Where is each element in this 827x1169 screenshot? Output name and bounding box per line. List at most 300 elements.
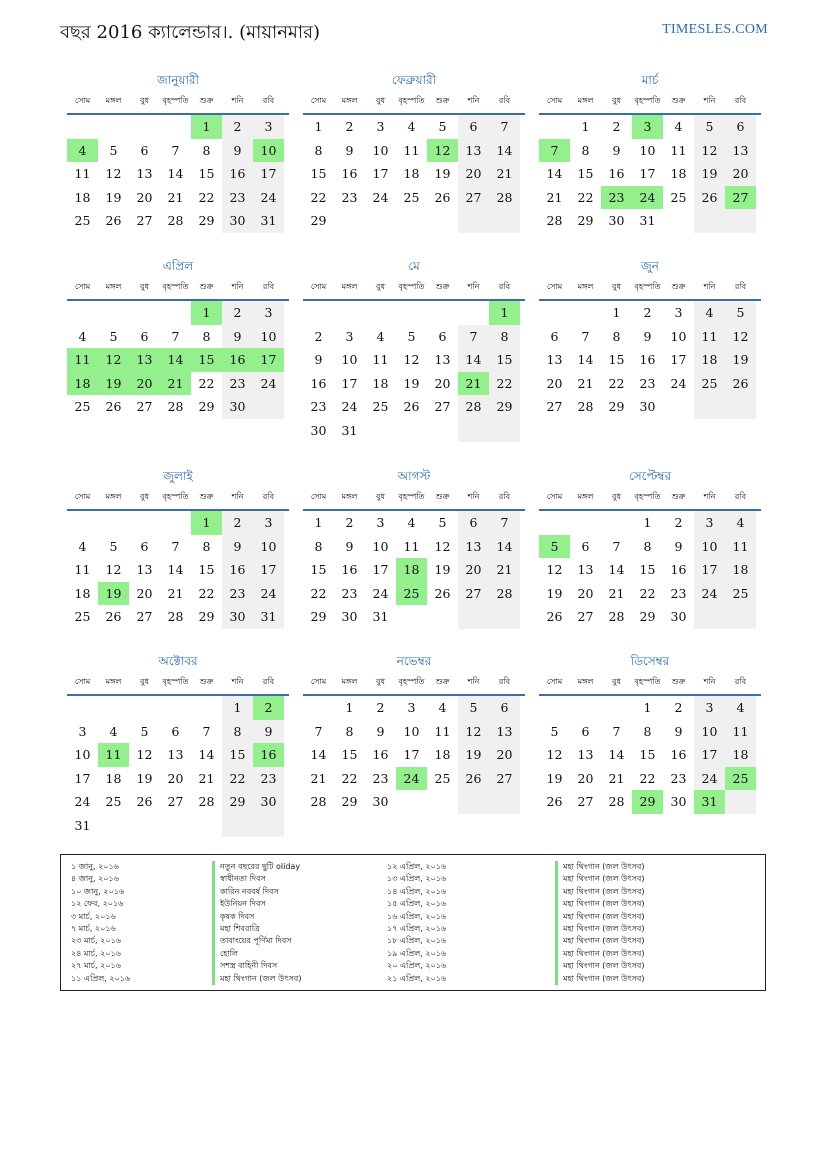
day-cell[interactable]: 6 (550, 328, 559, 344)
day-cell[interactable]: 9 (674, 538, 683, 554)
day-cell[interactable]: 3 (253, 301, 284, 325)
day-cell[interactable]: 10 (253, 535, 284, 559)
day-cell[interactable]: 19 (458, 743, 489, 767)
day-cell[interactable]: 10 (694, 535, 725, 559)
day-cell[interactable]: 22 (489, 372, 520, 396)
day-cell[interactable]: 15 (639, 562, 656, 577)
day-cell[interactable]: 11 (98, 743, 129, 767)
day-cell[interactable]: 12 (458, 720, 489, 744)
day-cell[interactable]: 11 (67, 348, 98, 372)
day-cell[interactable]: 28 (198, 794, 215, 809)
day-cell[interactable]: 19 (725, 348, 756, 372)
day-cell[interactable]: 7 (171, 328, 180, 344)
day-cell[interactable]: 2 (253, 696, 284, 720)
day-cell[interactable]: 3 (674, 305, 683, 320)
day-cell[interactable]: 9 (612, 142, 621, 158)
day-cell[interactable]: 18 (372, 375, 389, 391)
day-cell[interactable]: 21 (167, 189, 184, 205)
day-cell[interactable]: 3 (253, 511, 284, 535)
day-cell[interactable]: 30 (670, 609, 687, 624)
day-cell[interactable]: 14 (546, 166, 563, 181)
day-cell[interactable]: 23 (639, 375, 656, 391)
day-cell[interactable]: 27 (577, 794, 594, 809)
day-cell[interactable]: 11 (670, 142, 687, 158)
day-cell[interactable]: 5 (694, 115, 725, 139)
day-cell[interactable]: 12 (136, 747, 153, 762)
day-cell[interactable]: 2 (674, 515, 683, 530)
day-cell[interactable]: 17 (253, 162, 284, 186)
day-cell[interactable]: 23 (670, 770, 687, 786)
day-cell[interactable]: 5 (109, 142, 118, 158)
day-cell[interactable]: 10 (670, 328, 687, 344)
day-cell[interactable]: 31 (74, 817, 91, 833)
day-cell[interactable]: 19 (403, 375, 420, 391)
day-cell[interactable]: 12 (434, 538, 451, 554)
day-cell[interactable]: 23 (310, 399, 327, 414)
day-cell[interactable]: 9 (314, 352, 323, 367)
day-cell[interactable]: 3 (376, 515, 385, 530)
day-cell[interactable]: 5 (550, 723, 559, 739)
day-cell[interactable]: 25 (74, 399, 91, 414)
day-cell[interactable]: 9 (376, 723, 385, 739)
day-cell[interactable]: 9 (674, 723, 683, 739)
day-cell[interactable]: 9 (643, 328, 652, 344)
day-cell[interactable]: 27 (458, 186, 489, 210)
day-cell[interactable]: 31 (639, 213, 656, 228)
day-cell[interactable]: 20 (136, 189, 153, 205)
day-cell[interactable]: 21 (198, 770, 215, 786)
day-cell[interactable]: 28 (546, 213, 563, 228)
day-cell[interactable]: 23 (222, 186, 253, 210)
day-cell[interactable]: 19 (434, 562, 451, 577)
day-cell[interactable]: 26 (434, 189, 451, 205)
day-cell[interactable]: 30 (253, 790, 284, 814)
day-cell[interactable]: 25 (372, 399, 389, 414)
day-cell[interactable]: 1 (191, 301, 222, 325)
day-cell[interactable]: 22 (608, 375, 625, 391)
day-cell[interactable]: 8 (202, 328, 211, 344)
day-cell[interactable]: 10 (639, 142, 656, 158)
day-cell[interactable]: 3 (407, 700, 416, 715)
day-cell[interactable]: 15 (639, 747, 656, 762)
day-cell[interactable]: 16 (670, 562, 687, 577)
day-cell[interactable]: 4 (725, 511, 756, 535)
day-cell[interactable]: 15 (577, 166, 594, 181)
day-cell[interactable]: 6 (581, 538, 590, 554)
day-cell[interactable]: 28 (310, 794, 327, 809)
day-cell[interactable]: 28 (167, 609, 184, 624)
day-cell[interactable]: 7 (171, 142, 180, 158)
day-cell[interactable]: 18 (67, 372, 98, 396)
day-cell[interactable]: 10 (372, 538, 389, 554)
day-cell[interactable]: 14 (167, 562, 184, 577)
day-cell[interactable]: 27 (167, 794, 184, 809)
day-cell[interactable]: 2 (222, 301, 253, 325)
day-cell[interactable]: 13 (458, 535, 489, 559)
day-cell[interactable]: 25 (670, 189, 687, 205)
day-cell[interactable]: 17 (341, 375, 358, 391)
day-cell[interactable]: 7 (458, 325, 489, 349)
day-cell[interactable]: 13 (129, 348, 160, 372)
day-cell[interactable]: 8 (314, 142, 323, 158)
day-cell[interactable]: 11 (725, 535, 756, 559)
day-cell[interactable]: 11 (74, 166, 91, 181)
day-cell[interactable]: 13 (136, 562, 153, 577)
day-cell[interactable]: 22 (198, 375, 215, 391)
day-cell[interactable]: 4 (407, 119, 416, 134)
day-cell[interactable]: 11 (372, 352, 389, 367)
day-cell[interactable]: 17 (74, 770, 91, 786)
day-cell[interactable]: 1 (643, 700, 652, 715)
day-cell[interactable]: 29 (198, 213, 215, 228)
day-cell[interactable]: 30 (372, 794, 389, 809)
day-cell[interactable]: 28 (489, 582, 520, 606)
day-cell[interactable]: 14 (160, 348, 191, 372)
day-cell[interactable]: 20 (489, 743, 520, 767)
day-cell[interactable]: 4 (438, 700, 447, 715)
day-cell[interactable]: 8 (222, 720, 253, 744)
day-cell[interactable]: 27 (434, 399, 451, 414)
day-cell[interactable]: 18 (725, 743, 756, 767)
day-cell[interactable]: 14 (489, 535, 520, 559)
day-cell[interactable]: 13 (458, 139, 489, 163)
day-cell[interactable]: 1 (191, 115, 222, 139)
day-cell[interactable]: 24 (396, 767, 427, 791)
day-cell[interactable]: 18 (105, 770, 122, 786)
day-cell[interactable]: 19 (98, 582, 129, 606)
day-cell[interactable]: 24 (253, 372, 284, 396)
day-cell[interactable]: 6 (458, 115, 489, 139)
day-cell[interactable]: 9 (345, 538, 354, 554)
day-cell[interactable]: 28 (167, 399, 184, 414)
day-cell[interactable]: 28 (608, 794, 625, 809)
day-cell[interactable]: 13 (434, 352, 451, 367)
day-cell[interactable]: 6 (438, 328, 447, 344)
day-cell[interactable]: 30 (608, 213, 625, 228)
day-cell[interactable]: 31 (253, 605, 284, 629)
day-cell[interactable]: 8 (489, 325, 520, 349)
day-cell[interactable]: 6 (140, 328, 149, 344)
day-cell[interactable]: 28 (577, 399, 594, 414)
day-cell[interactable]: 5 (407, 328, 416, 344)
day-cell[interactable]: 28 (489, 186, 520, 210)
day-cell[interactable]: 25 (105, 794, 122, 809)
brand-link[interactable]: TIMESLES.COM (662, 22, 768, 37)
day-cell[interactable]: 25 (403, 189, 420, 205)
day-cell[interactable]: 18 (725, 558, 756, 582)
day-cell[interactable]: 17 (694, 558, 725, 582)
day-cell[interactable]: 11 (434, 723, 451, 739)
day-cell[interactable]: 1 (489, 301, 520, 325)
day-cell[interactable]: 22 (198, 585, 215, 601)
day-cell[interactable]: 1 (314, 515, 323, 530)
day-cell[interactable]: 9 (222, 139, 253, 163)
day-cell[interactable]: 24 (253, 186, 284, 210)
day-cell[interactable]: 12 (105, 166, 122, 181)
day-cell[interactable]: 22 (639, 770, 656, 786)
day-cell[interactable]: 26 (725, 372, 756, 396)
day-cell[interactable]: 15 (198, 562, 215, 577)
day-cell[interactable]: 30 (310, 422, 327, 438)
day-cell[interactable]: 30 (222, 605, 253, 629)
day-cell[interactable]: 15 (222, 743, 253, 767)
day-cell[interactable]: 1 (222, 696, 253, 720)
day-cell[interactable]: 23 (253, 767, 284, 791)
day-cell[interactable]: 20 (458, 558, 489, 582)
day-cell[interactable]: 9 (345, 142, 354, 158)
day-cell[interactable]: 22 (222, 767, 253, 791)
day-cell[interactable]: 23 (341, 189, 358, 205)
day-cell[interactable]: 17 (670, 352, 687, 367)
day-cell[interactable]: 25 (74, 213, 91, 228)
day-cell[interactable]: 16 (222, 162, 253, 186)
day-cell[interactable]: 22 (341, 770, 358, 786)
day-cell[interactable]: 18 (396, 558, 427, 582)
day-cell[interactable]: 15 (198, 166, 215, 181)
day-cell[interactable]: 10 (403, 723, 420, 739)
day-cell[interactable]: 7 (539, 139, 570, 163)
day-cell[interactable]: 20 (546, 375, 563, 391)
day-cell[interactable]: 21 (458, 372, 489, 396)
day-cell[interactable]: 16 (608, 166, 625, 181)
day-cell[interactable]: 1 (314, 119, 323, 134)
day-cell[interactable]: 23 (670, 585, 687, 601)
day-cell[interactable]: 26 (458, 767, 489, 791)
day-cell[interactable]: 29 (310, 213, 327, 228)
day-cell[interactable]: 28 (458, 395, 489, 419)
day-cell[interactable]: 1 (191, 511, 222, 535)
day-cell[interactable]: 4 (376, 328, 385, 344)
day-cell[interactable]: 15 (310, 166, 327, 181)
day-cell[interactable]: 25 (725, 582, 756, 606)
day-cell[interactable]: 7 (489, 115, 520, 139)
day-cell[interactable]: 24 (632, 186, 663, 210)
day-cell[interactable]: 4 (694, 301, 725, 325)
day-cell[interactable]: 21 (608, 585, 625, 601)
day-cell[interactable]: 23 (341, 585, 358, 601)
day-cell[interactable]: 6 (140, 142, 149, 158)
day-cell[interactable]: 5 (458, 696, 489, 720)
day-cell[interactable]: 6 (171, 723, 180, 739)
day-cell[interactable]: 10 (694, 720, 725, 744)
day-cell[interactable]: 25 (74, 609, 91, 624)
day-cell[interactable]: 25 (694, 372, 725, 396)
day-cell[interactable]: 21 (160, 372, 191, 396)
day-cell[interactable]: 20 (434, 375, 451, 391)
day-cell[interactable]: 9 (222, 535, 253, 559)
day-cell[interactable]: 2 (222, 115, 253, 139)
day-cell[interactable]: 8 (314, 538, 323, 554)
day-cell[interactable]: 13 (136, 166, 153, 181)
day-cell[interactable]: 17 (403, 747, 420, 762)
day-cell[interactable]: 23 (601, 186, 632, 210)
day-cell[interactable]: 14 (167, 166, 184, 181)
day-cell[interactable]: 26 (105, 213, 122, 228)
day-cell[interactable]: 31 (372, 609, 389, 624)
day-cell[interactable]: 20 (577, 770, 594, 786)
day-cell[interactable]: 1 (612, 305, 621, 320)
day-cell[interactable]: 29 (489, 395, 520, 419)
day-cell[interactable]: 8 (345, 723, 354, 739)
day-cell[interactable]: 27 (458, 582, 489, 606)
day-cell[interactable]: 2 (674, 700, 683, 715)
day-cell[interactable]: 5 (109, 538, 118, 554)
day-cell[interactable]: 22 (310, 189, 327, 205)
day-cell[interactable]: 24 (341, 399, 358, 414)
day-cell[interactable]: 25 (434, 770, 451, 786)
day-cell[interactable]: 4 (407, 515, 416, 530)
day-cell[interactable]: 24 (253, 582, 284, 606)
day-cell[interactable]: 15 (191, 348, 222, 372)
day-cell[interactable]: 8 (202, 538, 211, 554)
day-cell[interactable]: 18 (74, 189, 91, 205)
day-cell[interactable]: 16 (253, 743, 284, 767)
day-cell[interactable]: 2 (345, 119, 354, 134)
day-cell[interactable]: 4 (674, 119, 683, 134)
day-cell[interactable]: 2 (643, 305, 652, 320)
day-cell[interactable]: 20 (136, 585, 153, 601)
day-cell[interactable]: 5 (539, 535, 570, 559)
day-cell[interactable]: 29 (577, 213, 594, 228)
day-cell[interactable]: 25 (725, 767, 756, 791)
day-cell[interactable]: 7 (202, 723, 211, 739)
day-cell[interactable]: 1 (581, 119, 590, 134)
day-cell[interactable]: 27 (136, 609, 153, 624)
day-cell[interactable]: 30 (222, 209, 253, 233)
day-cell[interactable]: 14 (608, 747, 625, 762)
day-cell[interactable]: 23 (372, 770, 389, 786)
day-cell[interactable]: 5 (109, 328, 118, 344)
day-cell[interactable]: 3 (632, 115, 663, 139)
day-cell[interactable]: 19 (105, 189, 122, 205)
day-cell[interactable]: 10 (372, 142, 389, 158)
day-cell[interactable]: 29 (608, 399, 625, 414)
day-cell[interactable]: 14 (608, 562, 625, 577)
day-cell[interactable]: 4 (78, 538, 87, 554)
day-cell[interactable]: 12 (403, 352, 420, 367)
day-cell[interactable]: 12 (725, 325, 756, 349)
day-cell[interactable]: 3 (694, 511, 725, 535)
day-cell[interactable]: 5 (140, 723, 149, 739)
day-cell[interactable]: 29 (198, 399, 215, 414)
day-cell[interactable]: 12 (694, 139, 725, 163)
day-cell[interactable]: 9 (222, 325, 253, 349)
day-cell[interactable]: 12 (546, 562, 563, 577)
day-cell[interactable]: 22 (639, 585, 656, 601)
day-cell[interactable]: 26 (105, 399, 122, 414)
day-cell[interactable]: 11 (74, 562, 91, 577)
day-cell[interactable]: 27 (546, 399, 563, 414)
day-cell[interactable]: 22 (577, 189, 594, 205)
day-cell[interactable]: 19 (546, 770, 563, 786)
day-cell[interactable]: 4 (67, 139, 98, 163)
day-cell[interactable]: 18 (694, 348, 725, 372)
day-cell[interactable]: 11 (403, 538, 420, 554)
day-cell[interactable]: 4 (725, 696, 756, 720)
day-cell[interactable]: 24 (694, 582, 725, 606)
day-cell[interactable]: 9 (253, 720, 284, 744)
day-cell[interactable]: 30 (222, 395, 253, 419)
day-cell[interactable]: 27 (136, 399, 153, 414)
day-cell[interactable]: 26 (546, 609, 563, 624)
day-cell[interactable]: 31 (341, 422, 358, 438)
day-cell[interactable]: 16 (222, 348, 253, 372)
day-cell[interactable]: 29 (310, 609, 327, 624)
day-cell[interactable]: 8 (643, 723, 652, 739)
day-cell[interactable]: 19 (136, 770, 153, 786)
day-cell[interactable]: 16 (341, 166, 358, 181)
day-cell[interactable]: 10 (253, 139, 284, 163)
day-cell[interactable]: 13 (546, 352, 563, 367)
day-cell[interactable]: 18 (670, 166, 687, 181)
day-cell[interactable]: 16 (310, 375, 327, 391)
day-cell[interactable]: 14 (577, 352, 594, 367)
day-cell[interactable]: 2 (612, 119, 621, 134)
day-cell[interactable]: 14 (489, 139, 520, 163)
day-cell[interactable]: 27 (577, 609, 594, 624)
day-cell[interactable]: 8 (581, 142, 590, 158)
day-cell[interactable]: 21 (489, 162, 520, 186)
day-cell[interactable]: 5 (438, 515, 447, 530)
day-cell[interactable]: 21 (310, 770, 327, 786)
day-cell[interactable]: 19 (694, 162, 725, 186)
day-cell[interactable]: 17 (253, 348, 284, 372)
day-cell[interactable]: 27 (136, 213, 153, 228)
day-cell[interactable]: 1 (643, 515, 652, 530)
day-cell[interactable]: 8 (612, 328, 621, 344)
day-cell[interactable]: 5 (438, 119, 447, 134)
day-cell[interactable]: 7 (489, 511, 520, 535)
day-cell[interactable]: 15 (341, 747, 358, 762)
day-cell[interactable]: 10 (74, 747, 91, 762)
day-cell[interactable]: 15 (310, 562, 327, 577)
day-cell[interactable]: 1 (345, 700, 354, 715)
day-cell[interactable]: 24 (372, 585, 389, 601)
day-cell[interactable]: 17 (372, 562, 389, 577)
day-cell[interactable]: 23 (222, 372, 253, 396)
day-cell[interactable]: 12 (105, 562, 122, 577)
day-cell[interactable]: 3 (253, 115, 284, 139)
day-cell[interactable]: 16 (222, 558, 253, 582)
day-cell[interactable]: 30 (670, 794, 687, 809)
day-cell[interactable]: 29 (198, 609, 215, 624)
day-cell[interactable]: 19 (546, 585, 563, 601)
day-cell[interactable]: 7 (314, 723, 323, 739)
day-cell[interactable]: 6 (581, 723, 590, 739)
day-cell[interactable]: 25 (396, 582, 427, 606)
day-cell[interactable]: 3 (694, 696, 725, 720)
day-cell[interactable]: 8 (202, 142, 211, 158)
day-cell[interactable]: 29 (341, 794, 358, 809)
day-cell[interactable]: 17 (639, 166, 656, 181)
day-cell[interactable]: 18 (434, 747, 451, 762)
day-cell[interactable]: 19 (98, 372, 129, 396)
day-cell[interactable]: 26 (136, 794, 153, 809)
day-cell[interactable]: 23 (222, 582, 253, 606)
day-cell[interactable]: 3 (345, 328, 354, 344)
day-cell[interactable]: 21 (577, 375, 594, 391)
day-cell[interactable]: 3 (376, 119, 385, 134)
day-cell[interactable]: 22 (310, 585, 327, 601)
day-cell[interactable]: 4 (78, 328, 87, 344)
day-cell[interactable]: 28 (608, 609, 625, 624)
day-cell[interactable]: 16 (670, 747, 687, 762)
day-cell[interactable]: 10 (341, 352, 358, 367)
day-cell[interactable]: 15 (608, 352, 625, 367)
day-cell[interactable]: 7 (581, 328, 590, 344)
day-cell[interactable]: 31 (694, 790, 725, 814)
day-cell[interactable]: 21 (489, 558, 520, 582)
